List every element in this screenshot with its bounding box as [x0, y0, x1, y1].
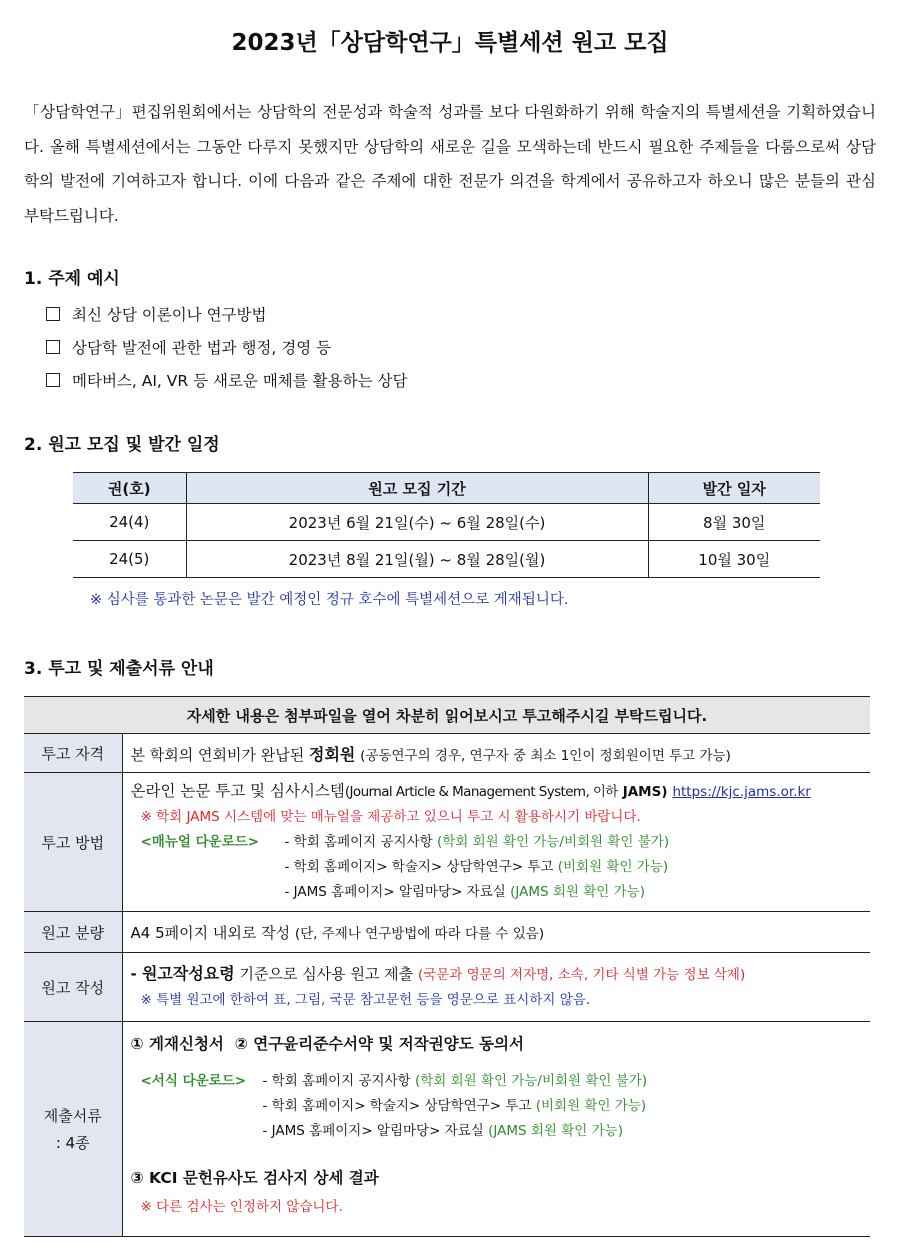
docs-warning: ※ 다른 검사는 인정하지 않습니다. [140, 1199, 343, 1215]
cell: 8월 30일 [648, 504, 820, 541]
row-label [24, 1022, 122, 1237]
writing-note: ※ 특별 원고에 한하여 표, 그림, 국문 참고문헌 등을 영문으로 표시하지 않음. [140, 992, 591, 1008]
col-header: 원고 모집 기간 [186, 473, 648, 504]
section1-heading: 1. 주제 예시 [24, 269, 120, 289]
cell: 2023년 8월 21일(월) ~ 8월 28일(월) [186, 541, 648, 578]
row-label: 원고 작성 [24, 953, 122, 1022]
writing-text: 기준으로 심사용 원고 제출 [234, 965, 418, 983]
writing-bold: 원고작성요령 [141, 964, 235, 983]
table-row [73, 541, 820, 578]
manual-download[interactable]: <매뉴얼 다운로드> [140, 834, 260, 850]
banner: 자세한 내용은 첨부파일을 열어 차분히 읽어보시고 투고해주시길 부탁드립니다. [24, 697, 870, 734]
writing-red-note: (국문과 영문의 저자명, 소속, 기타 식별 가능 정보 삭제) [417, 967, 746, 983]
link-path: - 학회 홈페이지> 학술지> 상담학연구> 투고 [262, 1098, 532, 1114]
checkbox-icon [46, 307, 60, 321]
link-path: - JAMS 홈페이지> 알림마당> 자료실 [262, 1123, 484, 1139]
method-text: 온라인 논문 투고 및 심사시스템 [130, 782, 345, 800]
topic-item [46, 303, 266, 325]
intro-paragraph: 「상담학연구」편집위원회에서는 상담학의 전문성과 학술적 성과를 보다 다원화하기 위해 학술지의 특별세션을 기획하였습니다. 올해 특별세션에서는 그동안 다루지 못했지만 상담학의 새로운 길을 모색하는데 반드시 필요한 주제들을 다룸으로써 상담학의 발전에 기여하고자 합니다. 이에 다음과 같은 주제에 대한 전문가 의견을 학계에서 공유하고자 하오니 많은 분들의 관심 부탁드립니다. [24, 103, 876, 225]
section3-heading: 3. 투고 및 제출서류 안내 [24, 659, 214, 679]
link-note: (JAMS 회원 확인 가능) [488, 1123, 623, 1139]
page-title: 2023년「상담학연구」특별세션 원고 모집 [231, 30, 669, 56]
link-note: (비회원 확인 가능) [557, 859, 669, 875]
row-label: 원고 분량 [24, 912, 122, 953]
link-note: (학회 회원 확인 가능/비회원 확인 불가) [414, 1073, 648, 1089]
schedule-note: ※ 심사를 통과한 논문은 발간 예정인 정규 호수에 특별세션으로 게재됩니다. [90, 592, 569, 608]
jams-label: JAMS) [622, 784, 668, 800]
col-header: 발간 일자 [648, 473, 820, 504]
cell: 24(4) [73, 504, 186, 541]
length-note: (단, 주제나 연구방법에 따라 다를 수 있음) [294, 925, 545, 942]
qual-note: (공동연구의 경우, 연구자 중 최소 1인이 정회원이면 투고 가능) [360, 747, 731, 764]
cell: 10월 30일 [648, 541, 820, 578]
docs-item-3: ③ KCI 문헌유사도 검사지 상세 결과 [130, 1169, 379, 1187]
checkbox-icon [46, 373, 60, 387]
docs-item-12: ① 게재신청서 ② 연구윤리준수서약 및 저작권양도 동의서 [130, 1035, 524, 1053]
section2-heading: 2. 원고 모집 및 발간 일정 [24, 435, 220, 455]
link-note: (학회 회원 확인 가능/비회원 확인 불가) [436, 834, 670, 850]
link-path: - JAMS 홈페이지> 알림마당> 자료실 [284, 884, 506, 900]
dash: - [130, 965, 142, 983]
length-text: A4 5페이지 내외로 작성 [130, 923, 291, 942]
checkbox-icon [46, 340, 60, 354]
link-path: - 학회 홈페이지 공지사항 [284, 834, 433, 850]
docs-count: : 4종 [55, 1134, 90, 1152]
topic-text: 메타버스, AI, VR 등 새로운 매체를 활용하는 상담 [72, 372, 408, 390]
topic-text: 상담학 발전에 관한 법과 행정, 경영 등 [72, 339, 332, 357]
submission-table [24, 696, 870, 1237]
table-row [73, 504, 820, 541]
topic-item [46, 369, 407, 391]
topic-text: 최신 상담 이론이나 연구방법 [72, 306, 267, 324]
docs-label: 제출서류 [43, 1107, 102, 1125]
method-eng: (Journal Article & Management System, 이하 [344, 784, 618, 800]
row-label: 투고 방법 [24, 773, 122, 912]
schedule-table [73, 472, 820, 578]
link-path: - 학회 홈페이지 공지사항 [262, 1073, 411, 1089]
jams-link[interactable]: https://kjc.jams.or.kr [672, 784, 811, 800]
qual-text: 본 학회의 연회비가 완납된 [130, 745, 305, 764]
link-note: (비회원 확인 가능) [535, 1098, 647, 1114]
cell: 2023년 6월 21일(수) ~ 6월 28일(수) [186, 504, 648, 541]
row-label: 투고 자격 [24, 734, 122, 773]
form-download[interactable]: <서식 다운로드> [140, 1073, 247, 1089]
cell: 24(5) [73, 541, 186, 578]
col-header: 권(호) [73, 473, 186, 504]
link-path: - 학회 홈페이지> 학술지> 상담학연구> 투고 [284, 859, 554, 875]
topic-item [46, 336, 331, 358]
method-warning: ※ 학회 JAMS 시스템에 맞는 매뉴얼을 제공하고 있으니 투고 시 활용하시기 바랍니다. [140, 809, 641, 825]
link-note: (JAMS 회원 확인 가능) [510, 884, 645, 900]
qual-bold: 정회원 [308, 744, 356, 764]
